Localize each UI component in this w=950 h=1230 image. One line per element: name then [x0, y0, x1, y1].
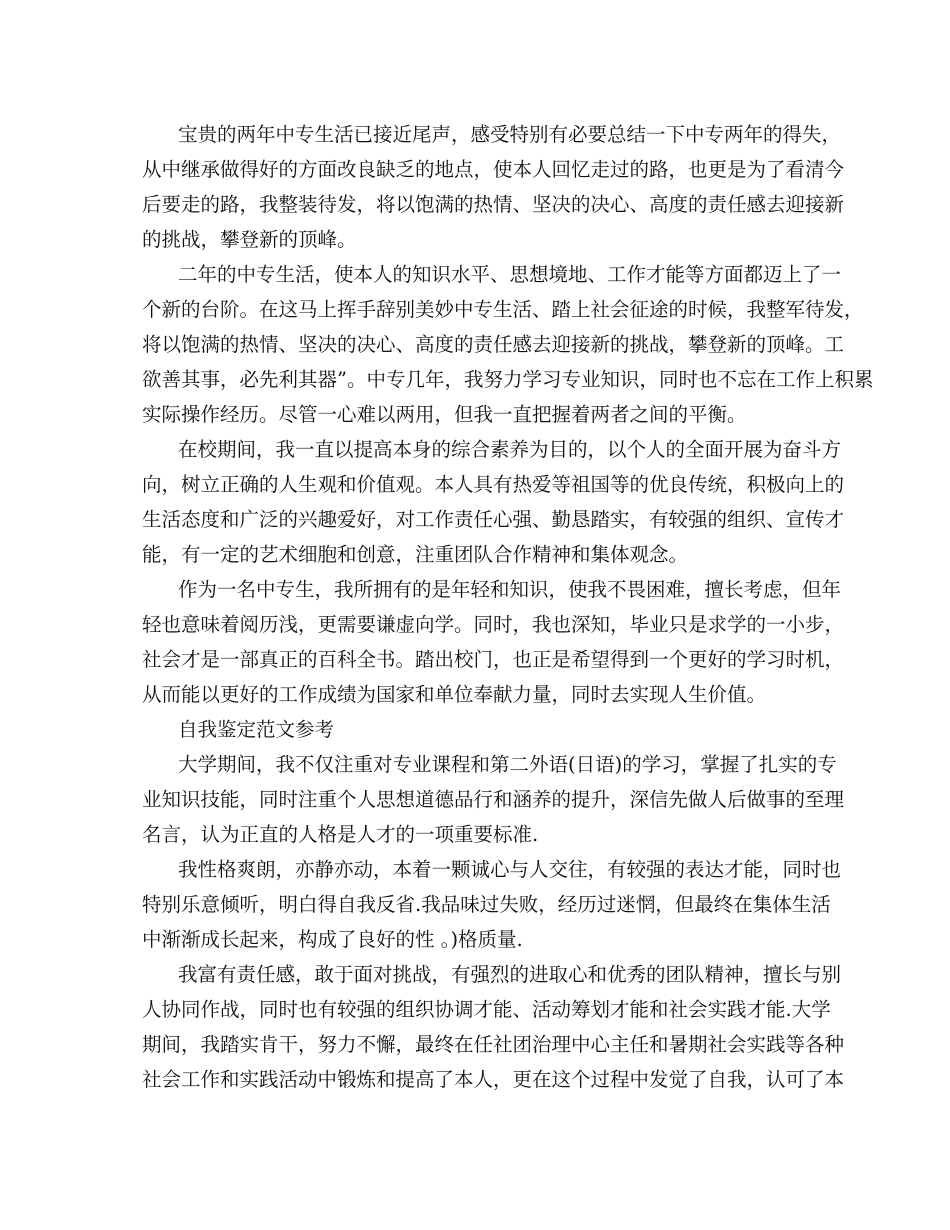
paragraph-line: 作为一名中专生，我所拥有的是年轻和知识，使我不畏困难，擅长考虑，但年: [178, 578, 842, 601]
paragraph-line: 社会才是一部真正的百科全书。踏出校门，也正是希望得到一个更好的学习时机，: [142, 648, 845, 671]
paragraph-line: 特别乐意倾听，明白得自我反省.我品味过失败，经历过迷惘，但最终在集体生活: [142, 893, 831, 916]
paragraph-line: 名言，认为正直的人格是人才的一项重要标准.: [142, 823, 539, 846]
paragraph-line: 将以饱满的热情、坚决的决心、高度的责任感去迎接新的挑战，攀登新的顶峰。工: [142, 333, 845, 356]
paragraph-line: 的挑战，攀登新的顶峰。: [142, 228, 357, 251]
paragraph-line: 二年的中专生活，使本人的知识水平、思想境地、工作才能等方面都迈上了一: [178, 263, 842, 286]
document-body: [142, 117, 874, 1097]
paragraph-line: 轻也意味着阅历浅，更需要谦虚向学。同时，我也深知，毕业只是求学的一小步，: [142, 613, 845, 636]
section-heading: 自我鉴定范文参考: [178, 718, 335, 741]
paragraph-line: 我性格爽朗，亦静亦动，本着一颗诚心与人交往，有较强的表达才能，同时也: [178, 858, 842, 881]
paragraph-line: 期间，我踏实肯干，努力不懈，最终在任社团治理中心主任和暑期社会实践等各种: [142, 1033, 845, 1056]
paragraph-line: 实际操作经历。尽管一心难以两用，但我一直把握着两者之间的平衡。: [142, 403, 747, 426]
paragraph-line: 业知识技能，同时注重个人思想道德品行和涵养的提升，深信先做人后做事的至理: [142, 788, 845, 811]
paragraph-line: 向，树立正确的人生观和价值观。本人具有热爱等祖国等的优良传统，积极向上的: [142, 473, 845, 496]
paragraph-line: 欲善其事，必先利其器”。中专几年，我努力学习专业知识，同时也不忘在工作上积累: [142, 368, 874, 391]
paragraph-line: 在校期间，我一直以提高本身的综合素养为目的，以个人的全面开展为奋斗方: [178, 438, 842, 461]
paragraph-line: 中渐渐成长起来，构成了良好的性 。)格质量.: [142, 928, 523, 951]
paragraph-line: 社会工作和实践活动中锻炼和提高了本人，更在这个过程中发觉了自我，认可了本: [142, 1068, 845, 1091]
paragraph-line: 大学期间，我不仅注重对专业课程和第二外语(日语)的学习，掌握了扎实的专: [178, 753, 837, 776]
paragraph-line: 个新的台阶。在这马上挥手辞别美妙中专生活、踏上社会征途的时候，我整军待发，: [142, 298, 864, 321]
paragraph-line: 后要走的路，我整装待发，将以饱满的热情、坚决的决心、高度的责任感去迎接新: [142, 193, 845, 216]
paragraph-line: 能，有一定的艺术细胞和创意，注重团队合作精神和集体观念。: [142, 543, 689, 566]
paragraph-line: 从而能以更好的工作成绩为国家和单位奉献力量，同时去实现人生价值。: [142, 683, 767, 706]
paragraph-line: 人协同作战，同时也有较强的组织协调才能、活动筹划才能和社会实践才能.大学: [142, 998, 831, 1021]
paragraph-line: 生活态度和广泛的兴趣爱好，对工作责任心强、勤恳踏实，有较强的组织、宣传才: [142, 508, 845, 531]
paragraph-line: 我富有责任感，敢于面对挑战，有强烈的进取心和优秀的团队精神，擅长与别: [178, 963, 842, 986]
paragraph-line: 宝贵的两年中专生活已接近尾声，感受特别有必要总结一下中专两年的得失，: [178, 123, 842, 146]
paragraph-line: 从中继承做得好的方面改良缺乏的地点，使本人回忆走过的路，也更是为了看清今: [142, 158, 845, 181]
